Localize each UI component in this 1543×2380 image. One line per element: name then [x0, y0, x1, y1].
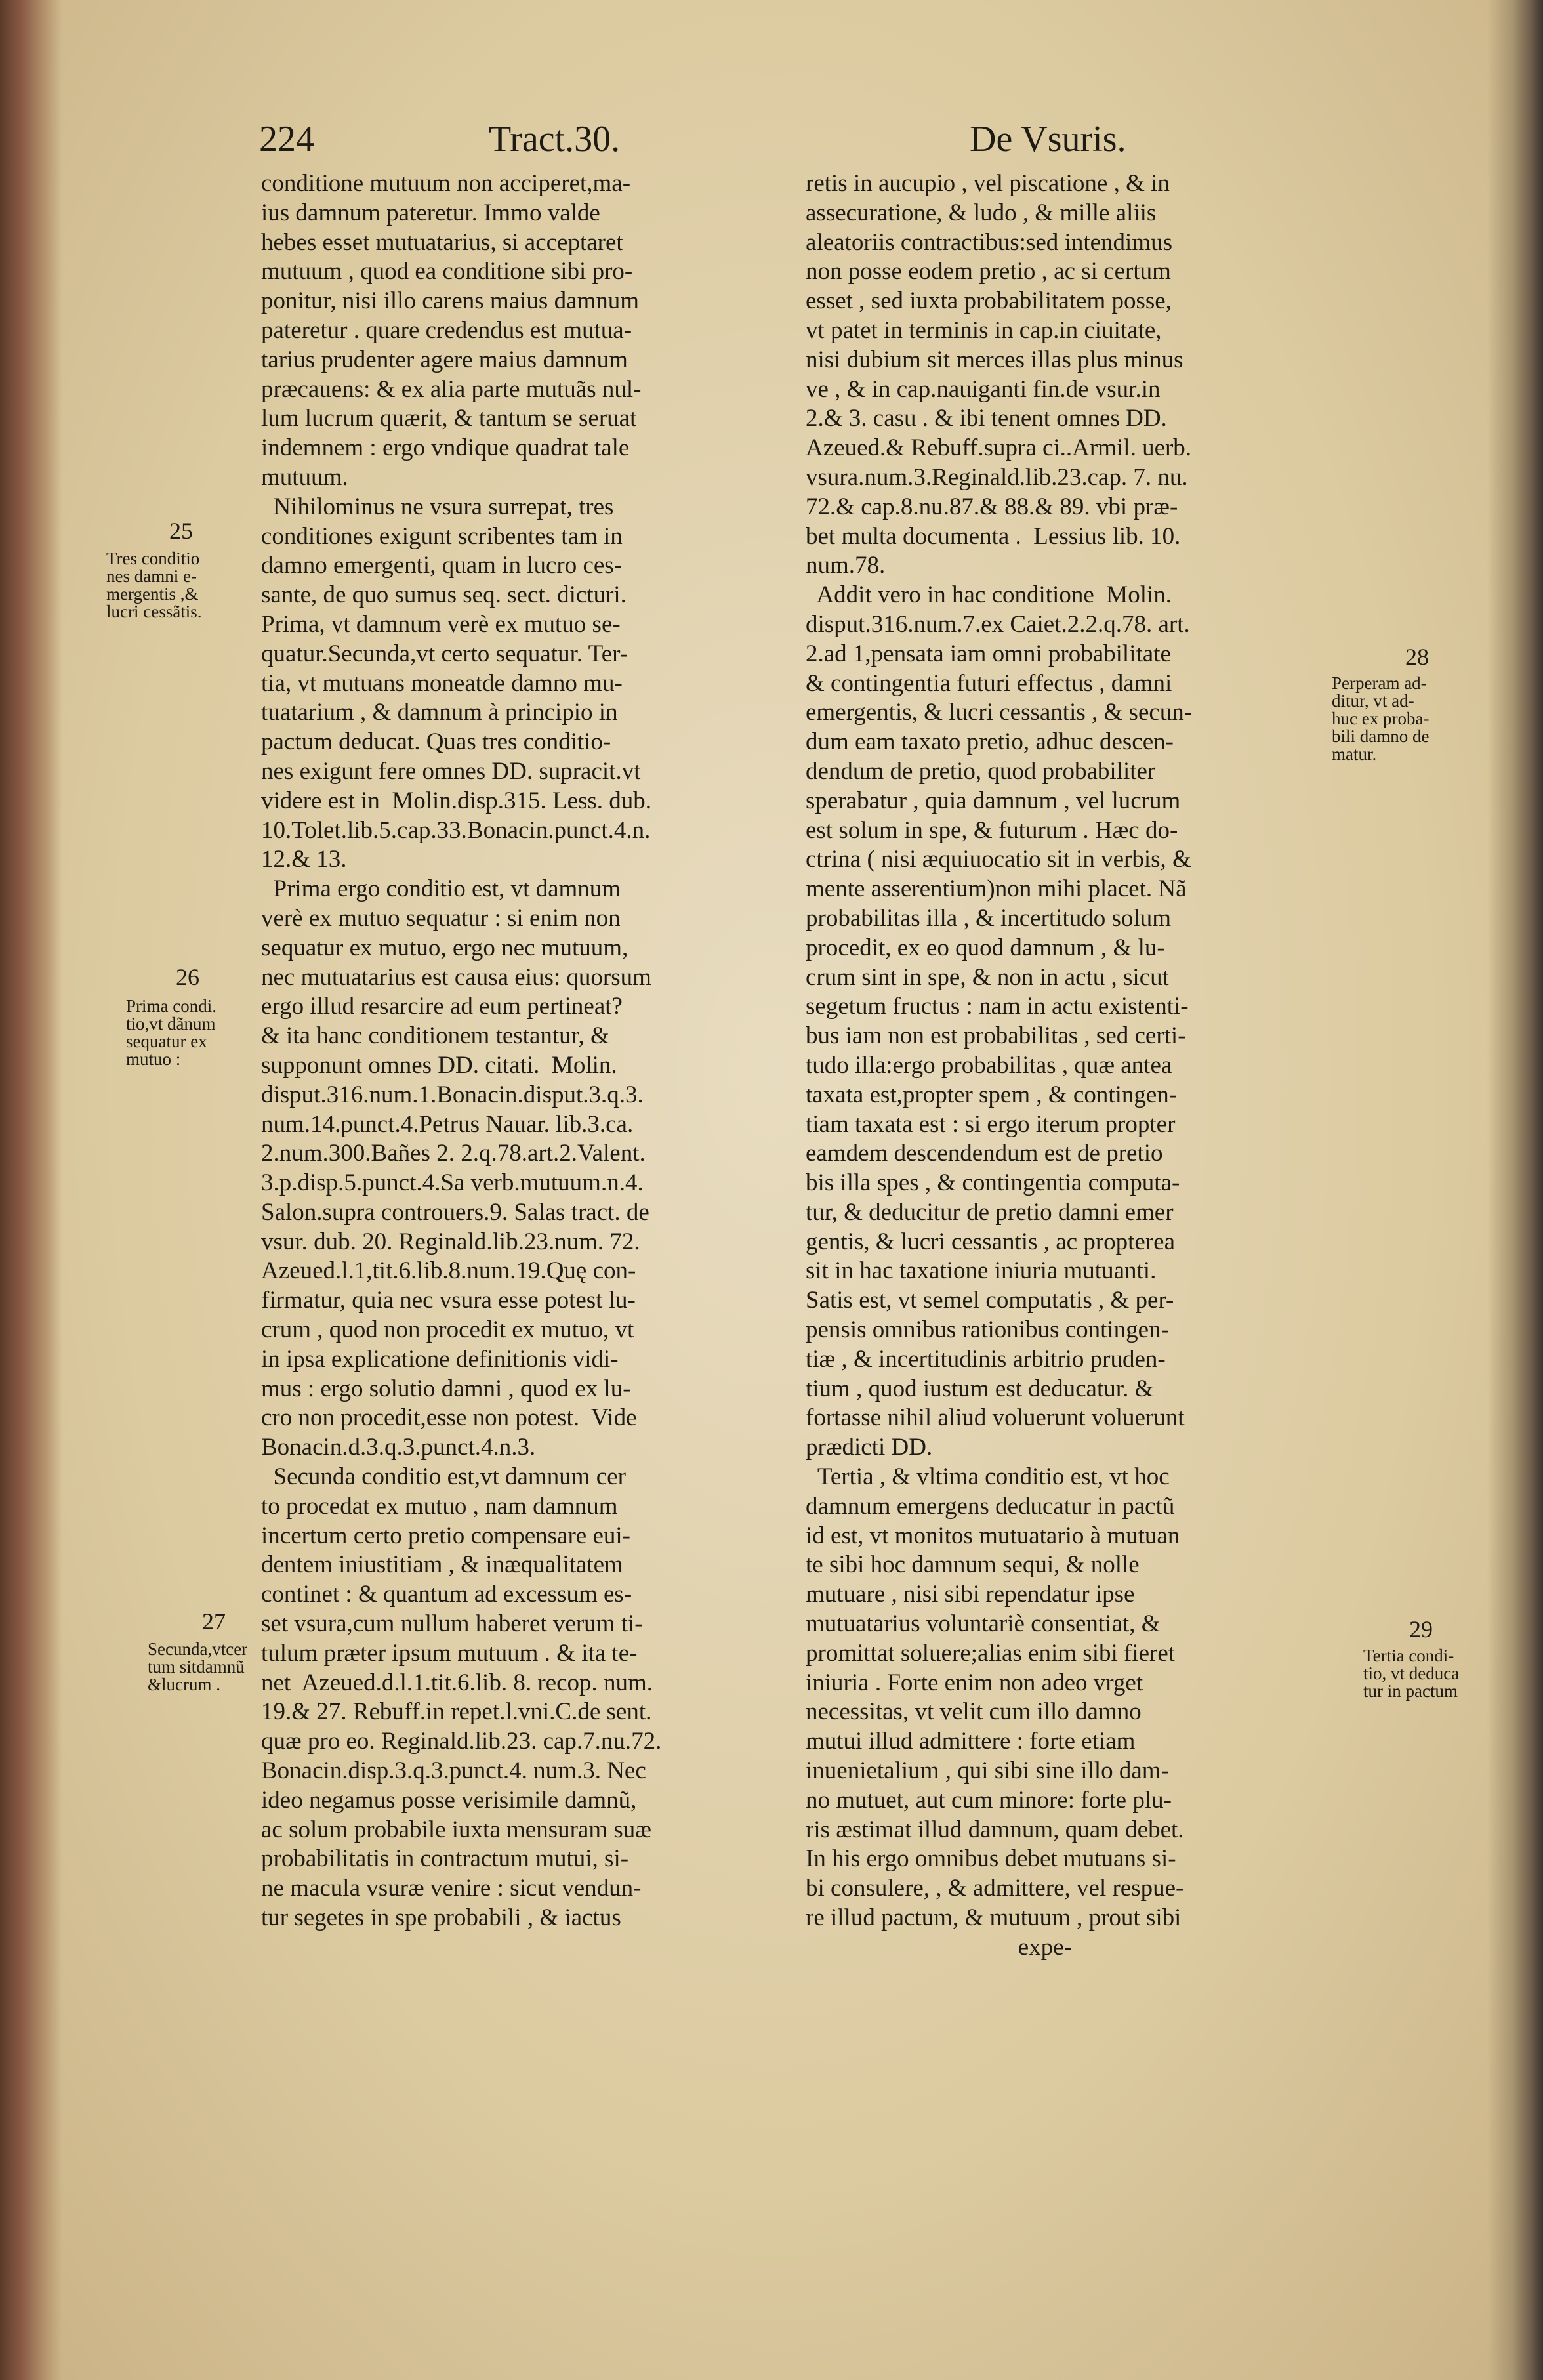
text-line: bis illa spes , & contingentia computa-	[806, 1169, 1180, 1197]
text-line: disput.316.num.1.Bonacin.disput.3.q.3.	[261, 1081, 644, 1108]
text-line: pensis omnibus rationibus contingen-	[806, 1316, 1169, 1344]
text-line: est solum in spe, & futurum . Hæc do-	[806, 816, 1178, 844]
text-line: In his ergo omnibus debet mutuans si-	[806, 1845, 1176, 1873]
text-line: 19.& 27. Rebuff.in repet.l.vni.C.de sent.	[261, 1698, 652, 1726]
text-line: tiæ , & incertitudinis arbitrio pruden-	[806, 1345, 1166, 1373]
text-line: sante, de quo sumus seq. sect. dicturi.	[261, 581, 627, 609]
text-line: gentis, & lucri cessantis , ac propterea	[806, 1228, 1176, 1255]
text-line: promittat soluere;alias enim sibi fieret	[806, 1639, 1176, 1667]
margin-note-27: Secunda,vtcer tum sitdamnũ &lucrum .	[148, 1639, 248, 1694]
margin-number-28: 28	[1405, 644, 1429, 670]
text-line: segetum fructus : nam in actu existenti-	[806, 993, 1189, 1020]
text-line: tuatarium , & damnum à principio in	[261, 699, 618, 726]
text-line: 3.p.disp.5.punct.4.Sa verb.mutuum.n.4.	[261, 1169, 644, 1197]
text-line: dum eam taxato pretio, adhuc descen-	[806, 728, 1174, 756]
margin-note-28: Perperam ad- ditur, vt ad- huc ex proba- bili damno de matur.	[1332, 673, 1430, 764]
text-line: nes exigunt fere omnes DD. supracit.vt	[261, 757, 641, 785]
text-line: sequatur ex mutuo, ergo nec mutuum,	[261, 934, 628, 961]
text-line: sperabatur , quia damnum , vel lucrum	[806, 787, 1181, 814]
text-line: hebes esset mutuatarius, si acceptaret	[261, 228, 623, 256]
text-line: & ita hanc conditionem testantur, &	[261, 1022, 609, 1050]
text-line: re illud pactum, & mutuum , prout sibi	[806, 1904, 1182, 1932]
margin-note-26: Prima condi. tio,vt dãnum sequatur ex mutuo :	[126, 996, 216, 1069]
text-line: 2.& 3. casu . & ibi tenent omnes DD.	[806, 405, 1167, 432]
text-line: tiam taxata est : si ergo iterum propter	[806, 1110, 1176, 1138]
text-line: continet : & quantum ad excessum es-	[261, 1581, 632, 1608]
text-line: to procedat ex mutuo , nam damnum	[261, 1492, 618, 1520]
text-line: tia, vt mutuans moneatde damno mu-	[261, 669, 623, 697]
text-line: necessitas, vt velit cum illo damno	[806, 1698, 1142, 1726]
text-line: ergo illud resarcire ad eum pertineat?	[261, 993, 623, 1020]
text-line: firmatur, quia nec vsura esse potest lu-	[261, 1287, 636, 1314]
text-line: inuenietalium , qui sibi sine illo dam-	[806, 1757, 1169, 1785]
text-line: Nihilominus ne vsura surrepat, tres	[261, 493, 614, 520]
text-line: esset , sed iuxta probabilitatem posse,	[806, 287, 1172, 315]
text-line: retis in aucupio , vel piscatione , & in	[806, 170, 1170, 197]
text-line: fortasse nihil aliud voluerunt voluerunt	[806, 1404, 1185, 1432]
text-line: cro non procedit,esse non potest. Vide	[261, 1404, 637, 1432]
text-line: num.78.	[806, 552, 886, 579]
running-title-left: Tract.30.	[489, 119, 621, 159]
text-line: eamdem descendendum est de pretio	[806, 1140, 1163, 1167]
text-line: prædicti DD.	[806, 1434, 933, 1461]
margin-number-25: 25	[169, 518, 193, 544]
text-line: nisi dubium sit merces illas plus minus	[806, 346, 1183, 373]
margin-note-25: Tres conditio nes damni e- mergentis ,& lucri cessãtis.	[106, 549, 202, 621]
text-line: taxata est,propter spem , & contingen-	[806, 1081, 1178, 1108]
text-line: pactum deducat. Quas tres conditio-	[261, 728, 611, 756]
text-line: non posse eodem pretio , ac si certum	[806, 258, 1171, 285]
text-line: indemnem : ergo vndique quadrat tale	[261, 434, 630, 462]
text-line: mutuatarius voluntariè consentiat, &	[806, 1610, 1161, 1638]
text-line: bet multa documenta . Lessius lib. 10.	[806, 522, 1181, 550]
text-line: conditiones exigunt scribentes tam in	[261, 522, 623, 550]
text-line: Bonacin.disp.3.q.3.punct.4. num.3. Nec	[261, 1757, 646, 1785]
text-line: nec mutuatarius est causa eius: quorsum	[261, 963, 651, 991]
text-line: mutui illud admittere : forte etiam	[806, 1728, 1136, 1755]
text-line: Addit vero in hac conditione Molin.	[806, 581, 1172, 609]
text-line: verè ex mutuo sequatur : si enim non	[261, 904, 621, 932]
text-line: & contingentia futuri effectus , damni	[806, 669, 1172, 697]
text-line: tur segetes in spe probabili , & iactus	[261, 1904, 621, 1932]
text-line: emergentis, & lucri cessantis , & secun-	[806, 699, 1193, 726]
text-line: probabilitatis in contractum mutui, si-	[261, 1845, 629, 1873]
text-line: tulum præter ipsum mutuum . & ita te-	[261, 1639, 638, 1667]
text-line: pateretur . quare credendus est mutua-	[261, 316, 632, 344]
margin-number-27: 27	[202, 1608, 226, 1635]
text-line: quæ pro eo. Reginald.lib.23. cap.7.nu.72.	[261, 1728, 662, 1755]
text-line: mutuum.	[261, 463, 348, 491]
page-number: 224	[259, 119, 314, 159]
text-line: supponunt omnes DD. citati. Molin.	[261, 1051, 617, 1079]
text-line: Prima, vt damnum verè ex mutuo se-	[261, 610, 621, 638]
text-line: mutuum , quod ea conditione sibi pro-	[261, 258, 633, 285]
text-line: mente asserentium)non mihi placet. Nã	[806, 875, 1187, 903]
right-text-column	[806, 169, 1192, 1963]
text-line: ve , & in cap.nauiganti fin.de vsur.in	[806, 375, 1161, 403]
text-line: id est, vt monitos mutuatario à mutuan	[806, 1522, 1180, 1549]
text-line: tarius prudenter agere maius damnum	[261, 346, 628, 373]
text-line: ideo negamus posse verisimile damnũ,	[261, 1786, 637, 1814]
text-line: net Azeued.d.l.1.tit.6.lib. 8. recop. num.	[261, 1669, 653, 1696]
text-line: te sibi hoc damnum sequi, & nolle	[806, 1551, 1140, 1579]
text-line: disput.316.num.7.ex Caiet.2.2.q.78. art.	[806, 610, 1190, 638]
text-line: Azeued.l.1,tit.6.lib.8.num.19.Quę con-	[261, 1257, 636, 1285]
text-line: 10.Tolet.lib.5.cap.33.Bonacin.punct.4.n.	[261, 816, 651, 844]
text-line: ris æstimat illud damnum, quam debet.	[806, 1816, 1184, 1843]
page-left-edge	[0, 0, 62, 2380]
margin-note-29: Tertia condi- tio, vt deduca tur in pactum	[1363, 1646, 1460, 1701]
text-line: ac solum probabile iuxta mensuram suæ	[261, 1816, 651, 1843]
text-line: Prima ergo conditio est, vt damnum	[261, 875, 621, 903]
text-line: tium , quod iustum est deducatur. &	[806, 1375, 1154, 1402]
text-line: crum sint in spe, & non in actu , sicut	[806, 963, 1169, 991]
text-line: sit in hac taxatione iniuria mutuanti.	[806, 1257, 1157, 1285]
text-line: ponitur, nisi illo carens maius damnum	[261, 287, 640, 315]
text-line: lum lucrum quærit, & tantum se seruat	[261, 405, 637, 432]
text-line: bus iam non est probabilitas , sed certi-	[806, 1022, 1186, 1050]
text-line: Satis est, vt semel computatis , & per-	[806, 1287, 1174, 1314]
text-line: assecuratione, & ludo , & mille aliis	[806, 199, 1157, 226]
text-line: quatur.Secunda,vt certo sequatur. Ter-	[261, 640, 628, 667]
text-line: dentem iniustitiam , & inæqualitatem	[261, 1551, 623, 1579]
text-line: vt patet in terminis in cap.in ciuitate,	[806, 316, 1162, 344]
text-line: set vsura,cum nullum haberet verum ti-	[261, 1610, 643, 1638]
text-line: videre est in Molin.disp.315. Less. dub.	[261, 787, 652, 814]
text-line: tur, & deducitur de pretio damni emer	[806, 1198, 1174, 1226]
text-line: Bonacin.d.3.q.3.punct.4.n.3.	[261, 1434, 536, 1461]
text-line: iniuria . Forte enim non adeo vrget	[806, 1669, 1143, 1696]
text-line: 72.& cap.8.nu.87.& 88.& 89. vbi præ-	[806, 493, 1178, 520]
text-line: mutuare , nisi sibi rependatur ipse	[806, 1581, 1135, 1608]
text-line: expe-	[806, 1933, 1072, 1961]
text-line: vsur. dub. 20. Reginald.lib.23.num. 72.	[261, 1228, 640, 1255]
margin-number-29: 29	[1409, 1616, 1433, 1642]
text-line: ius damnum pateretur. Immo valde	[261, 199, 600, 226]
text-line: Azeued.& Rebuff.supra ci..Armil. uerb.	[806, 434, 1192, 462]
text-line: præcauens: & ex alia parte mutuãs nul-	[261, 375, 642, 403]
text-line: mus : ergo solutio damni , quod ex lu-	[261, 1375, 631, 1402]
text-line: 2.ad 1,pensata iam omni probabilitate	[806, 640, 1171, 667]
text-line: probabilitas illa , & incertitudo solum	[806, 904, 1171, 932]
text-line: Secunda conditio est,vt damnum cer	[261, 1463, 626, 1491]
page-right-edge	[1487, 0, 1543, 2380]
text-line: num.14.punct.4.Petrus Nauar. lib.3.ca.	[261, 1110, 634, 1138]
text-line: vsura.num.3.Reginald.lib.23.cap. 7. nu.	[806, 463, 1188, 491]
margin-number-26: 26	[176, 964, 199, 990]
text-line: conditione mutuum non acciperet,ma-	[261, 170, 631, 197]
text-line: in ipsa explicatione definitionis vidi-	[261, 1345, 619, 1373]
text-line: dendum de pretio, quod probabiliter	[806, 757, 1156, 785]
text-line: no mutuet, aut cum minore: forte plu-	[806, 1786, 1172, 1814]
text-line: procedit, ex eo quod damnum , & lu-	[806, 934, 1165, 961]
text-line: crum , quod non procedit ex mutuo, vt	[261, 1316, 634, 1344]
text-line: Tertia , & vltima conditio est, vt hoc	[806, 1463, 1170, 1491]
text-line: bi consulere, , & admittere, vel respue-	[806, 1875, 1184, 1902]
text-line: tudo illa:ergo probabilitas , quæ antea	[806, 1051, 1172, 1079]
text-line: damnum emergens deducatur in pactũ	[806, 1492, 1175, 1520]
text-line: aleatoriis contractibus:sed intendimus	[806, 228, 1172, 256]
left-text-column	[261, 169, 661, 1933]
text-line: incertum certo pretio compensare eui-	[261, 1522, 630, 1549]
text-line: Salon.supra controuers.9. Salas tract. de	[261, 1198, 649, 1226]
text-line: ctrina ( nisi æquiuocatio sit in verbis, &	[806, 846, 1191, 873]
running-title-right: De Vsuris.	[970, 119, 1126, 159]
text-line: damno emergenti, quam in lucro ces-	[261, 552, 623, 579]
text-line: 2.num.300.Bañes 2. 2.q.78.art.2.Valent.	[261, 1140, 646, 1167]
text-line: 12.& 13.	[261, 846, 347, 873]
text-line: ne macula vsuræ venire : sicut vendun-	[261, 1875, 642, 1902]
